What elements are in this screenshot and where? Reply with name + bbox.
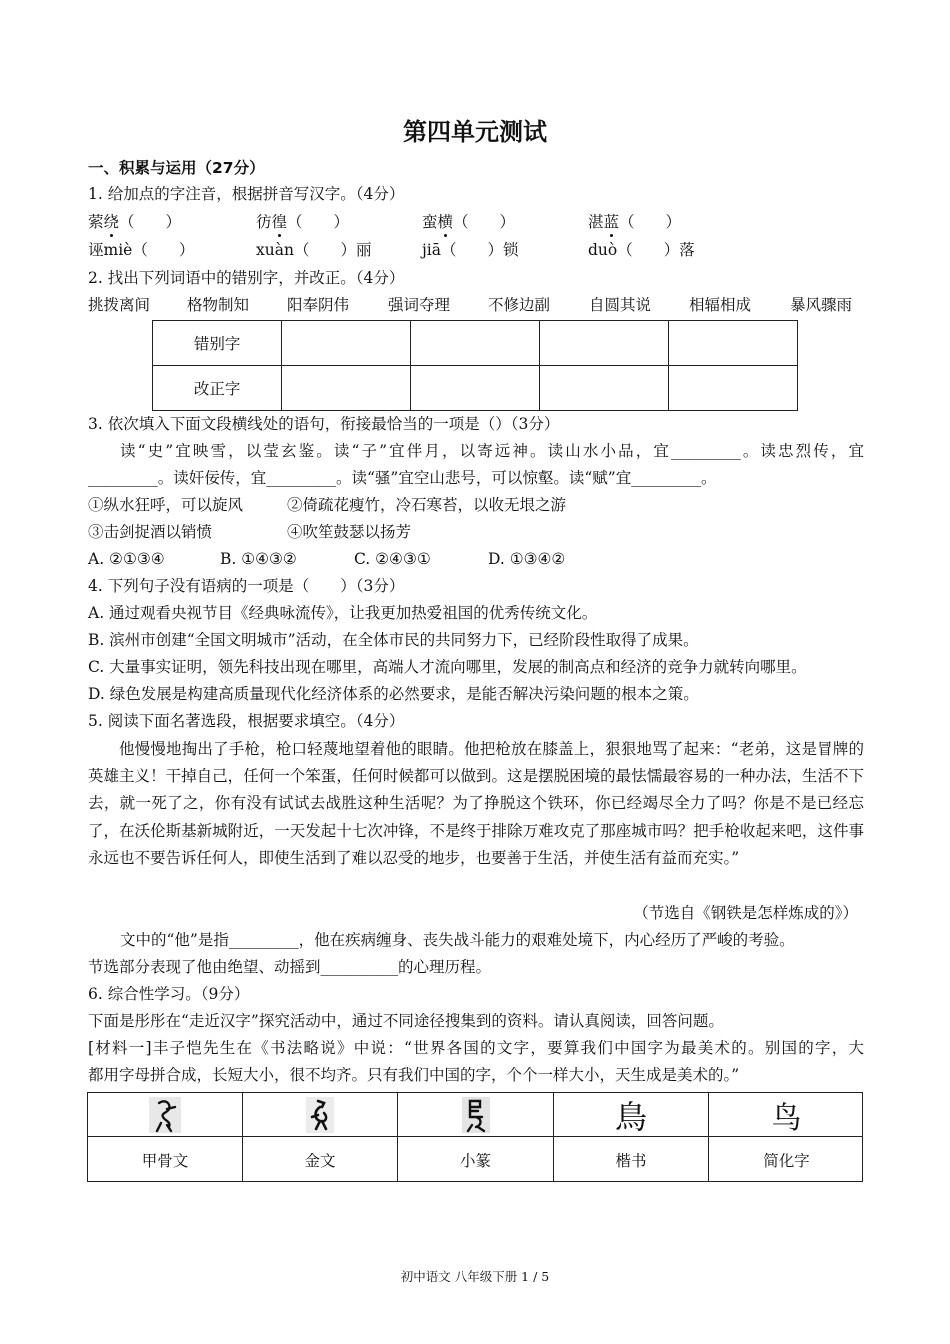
bronze-bird-icon [300,1095,340,1135]
fill-blank-line: 节选部分表现了他由绝望、动摇到__________的心理历程。 [88,958,492,976]
material-1-line: [材料一]丰子恺先生在《书法略说》中说：“世界各国的文字，要算我们中国字为最美术的。别国的字，大 [88,1039,864,1057]
table-row-label: 错别字 [153,321,282,366]
choice-b[interactable]: B. ①④③② [220,550,297,568]
question-2-words [88,293,864,317]
script-glyph-cell [398,1093,553,1136]
answer-cell[interactable] [411,366,540,411]
novel-passage: 他慢慢地掏出了手枪，枪口轻蔑地望着他的眼睛。他把枪放在膝盖上，狠狠地骂了起来：“老弟，这是冒牌的英雄主义！干掉自己，任何一个笨蛋，任何时候都可以做到。这是摆脱困境的最怯懦最容易的一种办法，生活不下去，就一死了之，你有没有试试去战胜这种生活呢？为了挣脱这个铁环，你已经竭尽全力了吗？你是不是已经忘了，在沃伦斯基新城附近，一天发起十七次冲锋，不是终于排除万难攻克了那座城市吗？把手枪收起来吧，这件事永远也不要告诉任何人，即使生活到了难以忍受的地步，也要善于生活，并使生活有益而充实。” [88,740,864,867]
question-4-stem: 4. 下列句子没有语病的一项是（ ）（3分） [88,577,405,595]
option-2: ②倚疏花瘦竹，冷石寒苔，以收无垠之游 [287,496,567,514]
choice-d[interactable]: D. 绿色发展是构建高质量现代化经济体系的必然要求，是能否解决污染问题的根本之策。 [88,685,699,703]
page-title: 第四单元测试 [403,118,547,146]
question-3-stem: 3. 依次填入下面文段横线处的语句，衔接最恰当的一项是（）（3分） [88,415,560,433]
section-heading: 一、积累与运用（27分） [88,159,265,177]
pinyin-item: 萦绕（ ） [88,210,181,234]
choice-c[interactable]: C. ②④③① [354,550,431,568]
table-row [153,321,798,366]
choice-c[interactable]: C. 大量事实证明，领先科技出现在哪里，高端人才流向哪里，发展的制高点和经济的竞争力就转向哪里。 [88,658,807,676]
answer-cell[interactable] [282,366,411,411]
pinyin-blank: xuàn（ ）丽 [256,241,372,259]
script-glyph-cell [243,1093,397,1136]
choice-b[interactable]: B. 滨州市创建“全国文明城市”活动，在全体市民的共同努力下，已经阶段性取得了成果。 [88,631,699,649]
choice-d[interactable]: D. ①③④② [488,550,566,568]
choice-a[interactable]: A. ②①③④ [88,550,165,568]
script-glyph-cell: 鸟 [771,1100,802,1136]
script-glyph-cell: 鳥 [614,1097,647,1136]
question-3-text-line: _________。读奸佞传，宜_________。读“骚”宜空山悲号，可以惊壑。读“赋”宜_________。 [88,469,717,487]
pinyin-blank: 诬miè（ ） [88,241,195,259]
question-1-stem: 1. 给加点的字注音，根据拼音写汉字。（4分） [88,185,405,203]
question-5-stem: 5. 阅读下面名著选段，根据要求填空。（4分） [88,712,405,730]
word-item: 挑拨离间 [88,296,151,314]
answer-cell[interactable] [540,366,669,411]
question-6-intro: 下面是彤彤在“走近汉字”探究活动中，通过不同途径搜集到的资料。请认真阅读，回答问题。 [88,1012,724,1030]
word-item: 强词夺理 [388,296,451,314]
word-item: 格物制知 [187,296,250,314]
option-4: ④吹笙鼓瑟以扬芳 [287,523,412,541]
table-row-label: 改正字 [153,366,282,411]
correction-table [152,320,798,411]
answer-cell[interactable] [411,321,540,366]
word-item: 不修边副 [488,296,551,314]
answer-cell[interactable] [669,366,798,411]
answer-cell[interactable] [540,321,669,366]
pinyin-blank: duò（ ）落 [588,241,695,259]
question-3-choices [88,547,864,571]
question-6-stem: 6. 综合性学习。（9分） [88,985,250,1003]
material-1-line: 都用字母拼合成，长短大小，很不均齐。只有我们中国的字，个个一样大小，天生成是美术的。” [88,1066,740,1084]
question-1-row1 [88,210,864,234]
script-label: 小篆 [459,1151,491,1170]
question-2-stem: 2. 找出下列词语中的错别字，并改正。（4分） [88,269,405,287]
pinyin-blank: jiā（ ）锁 [422,241,519,259]
answer-cell[interactable] [282,321,411,366]
script-label: 简化字 [763,1151,810,1170]
pinyin-item: 湛蓝（ ） [588,210,681,234]
pinyin-item: 彷徨（ ） [256,210,349,234]
word-item: 暴风骤雨 [790,296,853,314]
word-item: 相辐相成 [689,296,752,314]
oracle-bone-bird-icon [145,1095,185,1135]
word-item: 自圆其说 [589,296,652,314]
question-3-text-line: 读“史”宜映雪，以莹玄鉴。读“子”宜伴月，以寄远神。读山水小品，宜_________。读忠烈传，宜 [120,442,864,460]
script-evolution-table [87,1092,863,1182]
question-1-row2 [88,238,864,262]
word-item: 阳奉阴伟 [287,296,350,314]
choice-a[interactable]: A. 通过观看央视节目《经典咏流传》，让我更加热爱祖国的优秀传统文化。 [88,604,598,622]
pinyin-item: 蛮横（ ） [422,210,515,234]
script-label: 楷书 [615,1151,647,1170]
script-label: 金文 [304,1151,336,1170]
page-footer: 初中语文 八年级下册 1 / 5 [400,1269,550,1284]
passage-source: （节选自《钢铁是怎样炼成的》） [633,904,858,922]
script-glyph-cell [88,1093,242,1136]
table-row [153,366,798,411]
answer-cell[interactable] [669,321,798,366]
script-label: 甲骨文 [141,1151,189,1170]
fill-blank-line: 文中的“他”是指_________，他在疾病缠身、丧失战斗能力的艰难处境下，内心经历了严峻的考验。 [120,931,795,949]
option-1: ①纵水狂呼，可以旋风 [88,496,244,514]
option-3: ③击剑捉酒以销愤 [88,523,213,541]
seal-script-bird-icon [456,1095,496,1135]
